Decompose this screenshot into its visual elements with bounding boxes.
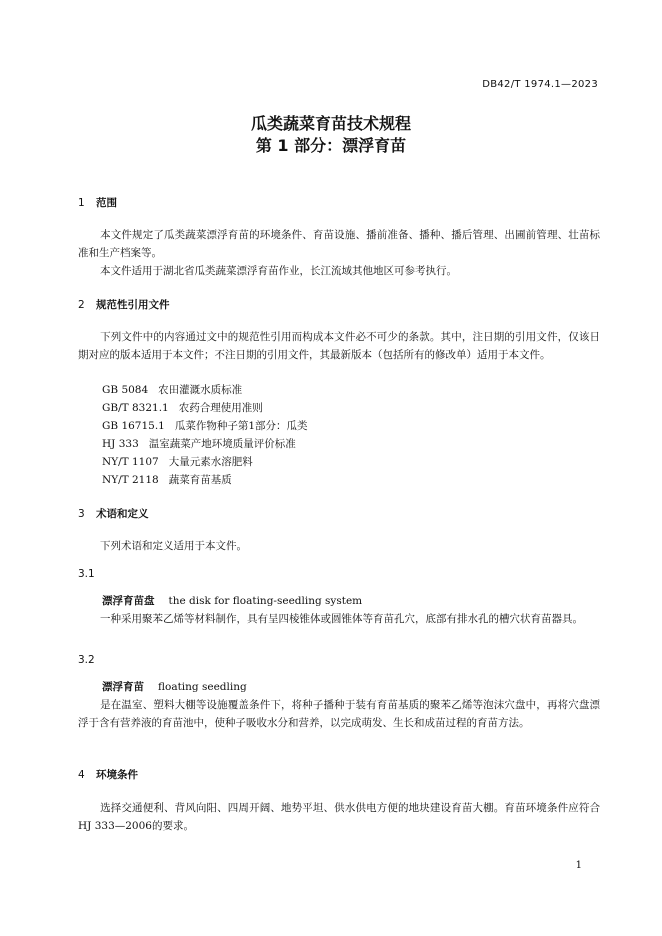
section-title: 范围 <box>96 197 117 209</box>
section-1-heading <box>78 195 117 210</box>
term-chinese: 漂浮育苗 <box>102 681 144 693</box>
reference-name: 农药合理使用准则 <box>178 402 263 414</box>
reference-item <box>102 436 296 451</box>
reference-code: GB 5084 <box>102 384 149 396</box>
term-3-1-title <box>102 593 362 608</box>
definition-text: 一种采用聚苯乙烯等材料制作，具有呈四棱锥体或圆锥体等育苗孔穴，底部有排水孔的槽穴状育苗器具。 <box>100 613 583 625</box>
reference-item <box>102 400 263 415</box>
standard-number: DB42/T 1974.1—2023 <box>482 79 598 90</box>
term-3-2-title <box>102 679 247 694</box>
paragraph-text: 本文件规定了瓜类蔬菜漂浮育苗的环境条件、育苗设施、播前准备、播种、播后管理、出圃前管理、壮苗标准和生产档案等。 <box>78 229 600 259</box>
reference-code: GB 16715.1 <box>102 420 165 432</box>
definition-text: 是在温室、塑料大棚等设施覆盖条件下，将种子播种于装有育苗基质的聚苯乙烯等泡沫穴盘中，再将穴盘漂浮于含有营养液的育苗池中，使种子吸收水分和营养，以完成萌发、生长和成苗过程的育苗方法。 <box>78 699 600 729</box>
section-4-paragraph-1 <box>78 799 600 835</box>
document-title: 瓜类蔬菜育苗技术规程 <box>250 114 411 133</box>
section-2-paragraph-1 <box>78 328 600 364</box>
section-3-heading <box>78 506 149 521</box>
section-number: 2 <box>78 299 85 311</box>
section-number: 3 <box>78 508 85 520</box>
document-subtitle: 第 1 部分：漂浮育苗 <box>255 136 407 155</box>
reference-name: 大量元素水溶肥料 <box>168 456 253 468</box>
reference-name: 温室蔬菜产地环境质量评价标准 <box>148 438 296 450</box>
section-title: 术语和定义 <box>96 508 149 520</box>
term-3-2-number: 3.2 <box>78 654 95 666</box>
paragraph-text: 本文件适用于湖北省瓜类蔬菜漂浮育苗作业，长江流域其他地区可参考执行。 <box>100 265 457 277</box>
reference-name: 农田灌溉水质标准 <box>158 384 243 396</box>
reference-item <box>102 454 253 469</box>
reference-name: 蔬菜育苗基质 <box>168 474 232 486</box>
reference-code: NY/T 1107 <box>102 456 159 468</box>
section-3-paragraph-1 <box>78 537 600 555</box>
reference-name: 瓜菜作物种子第1部分：瓜类 <box>174 420 308 432</box>
term-3-2-definition <box>78 696 600 732</box>
section-1-paragraph-1 <box>78 226 600 262</box>
section-title: 规范性引用文件 <box>96 299 170 311</box>
term-english: the disk for floating-seedling system <box>168 595 363 607</box>
page-number: 1 <box>575 860 582 871</box>
term-chinese: 漂浮育苗盘 <box>102 595 155 607</box>
term-3-1-number: 3.1 <box>78 568 95 580</box>
section-2-heading <box>78 297 170 312</box>
reference-code: HJ 333 <box>102 438 139 450</box>
reference-item <box>102 472 232 487</box>
term-3-1-definition <box>78 610 600 628</box>
paragraph-text: 下列文件中的内容通过文中的规范性引用而构成本文件必不可少的条款。其中，注日期的引用文件，仅该日期对应的版本适用于本文件；不注日期的引用文件，其最新版本（包括所有的修改单）适用于本文件。 <box>78 331 600 361</box>
paragraph-text: 选择交通便利、背风向阳、四周开阔、地势平坦、供水供电方便的地块建设育苗大棚。育苗环境条件应符合HJ 333—2006的要求。 <box>78 802 600 832</box>
section-title: 环境条件 <box>96 769 138 781</box>
section-4-heading <box>78 767 138 782</box>
section-1-paragraph-2 <box>78 262 600 280</box>
section-number: 4 <box>78 769 85 781</box>
section-number: 1 <box>78 197 85 209</box>
reference-code: GB/T 8321.1 <box>102 402 169 414</box>
term-english: floating seedling <box>158 681 247 693</box>
reference-item <box>102 418 308 433</box>
reference-item <box>102 382 242 397</box>
paragraph-text: 下列术语和定义适用于本文件。 <box>100 540 247 552</box>
reference-code: NY/T 2118 <box>102 474 159 486</box>
